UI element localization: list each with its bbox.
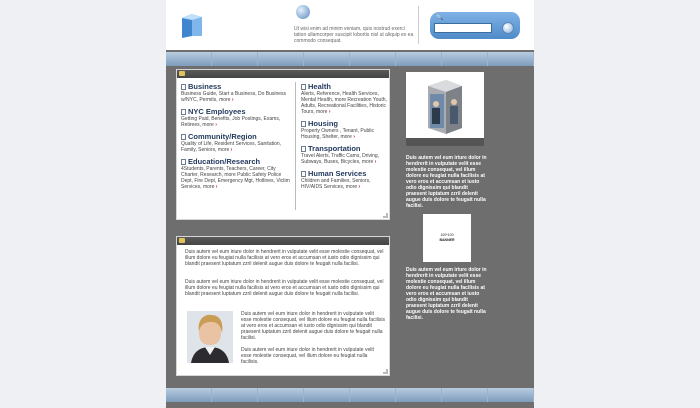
folder-icon	[179, 238, 185, 243]
more-link[interactable]: more	[202, 184, 215, 190]
category-employees	[181, 107, 293, 128]
nav-item[interactable]	[488, 52, 534, 66]
category-links[interactable]: 4Students, Parents, Teachers, Career, City Charter, Research, more Public Safety Police Dept, Fire Dept, Emergency Mgt, Hotlines, Victim Services,	[181, 166, 290, 190]
category-links[interactable]: Children and Families, Seniors, HIV/AIDS Services,	[301, 178, 371, 190]
panel-header-bar	[177, 237, 389, 245]
panel-header-bar	[177, 70, 389, 78]
folder-icon	[179, 71, 185, 76]
category-title-link[interactable]	[181, 157, 293, 166]
search-input[interactable]	[434, 23, 492, 33]
category-description	[301, 178, 387, 190]
arrow-icon: ›	[215, 122, 217, 128]
category-title[interactable]: Health	[308, 82, 331, 91]
category-title-link[interactable]	[301, 119, 387, 128]
category-title-link[interactable]	[181, 107, 293, 116]
search-box	[430, 12, 520, 39]
category-transportation	[301, 144, 387, 165]
nav-item[interactable]	[304, 52, 350, 66]
more-link[interactable]: more	[340, 134, 352, 140]
more-link[interactable]: more	[217, 147, 230, 153]
category-title[interactable]: Business	[188, 82, 222, 91]
category-title[interactable]: Transportation	[308, 144, 361, 153]
page-container	[166, 0, 534, 408]
category-title[interactable]: Human Services	[308, 169, 367, 178]
nav-item[interactable]	[304, 388, 350, 402]
category-health	[301, 82, 387, 115]
article-panel	[176, 236, 390, 376]
globe-icon	[296, 5, 310, 19]
arrow-icon: ›	[374, 159, 377, 165]
category-community	[181, 132, 293, 153]
nav-item[interactable]	[396, 52, 442, 66]
document-icon	[181, 159, 186, 165]
nav-item[interactable]	[166, 52, 212, 66]
resize-corner-icon	[383, 369, 388, 374]
category-business	[181, 82, 293, 103]
category-housing	[301, 119, 387, 140]
more-link[interactable]: more	[361, 159, 374, 165]
category-links[interactable]: Quality of Life, Resident Services, Sanitation, Family, Seniors,	[181, 141, 282, 153]
category-title[interactable]: Education/Research	[188, 157, 261, 166]
arrow-icon: ›	[215, 184, 218, 190]
category-description	[181, 166, 293, 190]
more-link[interactable]: more	[345, 184, 358, 190]
category-title[interactable]: NYC Employees	[188, 107, 246, 116]
nav-item[interactable]	[258, 52, 304, 66]
banner-size-label: 100*100	[440, 233, 454, 237]
server-image	[406, 72, 484, 138]
article-paragraph: Duis autem vel eum iriure dolor in hendrerit in vulputate velit esse molestie consequat, vel illum dolore eu feugiat nulla facilisis.	[241, 347, 374, 365]
category-education	[181, 157, 293, 190]
sidebar-text: Duis autem vel eum iriure dolor in hendrerit in vulputate velit esse molestie consequat, vel illum dolore eu feugiat nulla facilisis at vero eros et accumsan et iusto odio dignissim qui blandit praesent luptatum zzril delenit augue duis dolore te feugait nulla facilisi.	[406, 155, 487, 209]
nav-item[interactable]	[212, 52, 258, 66]
category-description	[301, 153, 387, 165]
category-links[interactable]: Getting Paid, Benefits, Job Postings, Exams, Retirees,	[181, 116, 281, 128]
arrow-icon: ›	[358, 184, 361, 190]
top-navbar	[166, 52, 534, 66]
nav-item[interactable]	[396, 388, 442, 402]
nav-item[interactable]	[350, 52, 396, 66]
nav-item[interactable]	[258, 388, 304, 402]
category-description	[301, 128, 387, 140]
category-title-link[interactable]	[301, 169, 387, 178]
category-links[interactable]: Alerts, Reference, Health Services, Mental Health, more Recreation Youth, Adults, Recreational Facilities, Historic Tours,	[301, 91, 387, 115]
document-icon	[181, 84, 186, 90]
image-caption-bar	[406, 138, 484, 146]
header-divider	[418, 6, 419, 44]
category-description	[301, 91, 387, 115]
category-links[interactable]: Property Owners , Tenant, Public Housing, Shelter,	[301, 128, 374, 140]
category-links[interactable]: Travel Alerts, Traffic Cams, Driving, Subways, Buses, Bicycles,	[301, 153, 380, 165]
more-link[interactable]: more	[219, 97, 231, 103]
more-link[interactable]: more	[202, 122, 214, 128]
category-title[interactable]: Community/Region	[188, 132, 257, 141]
arrow-icon: ›	[231, 97, 234, 103]
nav-item[interactable]	[166, 388, 212, 402]
nav-item[interactable]	[442, 52, 488, 66]
category-description	[181, 116, 293, 128]
category-description	[181, 141, 293, 153]
services-left-column	[181, 82, 293, 194]
document-icon	[301, 84, 306, 90]
logo-cube-icon[interactable]	[178, 10, 204, 40]
nav-item[interactable]	[488, 388, 534, 402]
arrow-icon: ›	[230, 147, 233, 153]
category-title-link[interactable]	[181, 82, 293, 91]
document-icon	[301, 121, 306, 127]
services-panel	[176, 69, 390, 220]
banner-ad[interactable]	[423, 214, 471, 262]
resize-corner-icon	[383, 213, 388, 218]
category-title-link[interactable]	[301, 82, 387, 91]
sidebar-text: Duis autem vel eum iriure dolor in hendrerit in vulputate velit esse molestie consequat, vel illum dolore eu feugiat nulla facilisis at vero eros et accumsan et iusto odio dignissim qui blandit praesent luptatum zzril delenit augue duis dolore te feugait nulla facilisi.	[406, 267, 487, 321]
banner-label: BANNER	[439, 238, 455, 242]
nav-item[interactable]	[350, 388, 396, 402]
header	[166, 0, 534, 50]
document-icon	[181, 109, 186, 115]
header-tagline: Ut wisi enim ad minim veniam, quis nostrud exerci tation ullamcorper suscipit lobortis nisl ut aliquip ex ea commodo consequat.	[294, 26, 414, 44]
article-paragraph: Duis autem vel eum iriure dolor in hendrerit in vulputate velit esse molestie consequat, vel illum dolore eu feugiat nulla facilisis at vero eros et accumsan et iusto odio dignissim qui blandit praesent luptatum zzril delenit augue duis dolore te feugait nulla facilisi.	[185, 279, 384, 297]
category-description	[181, 91, 293, 103]
category-human-services	[301, 169, 387, 190]
article-paragraph: Duis autem vel eum iriure dolor in hendrerit in vulputate velit esse molestie consequat, vel illum dolore eu feugiat nulla facilisis at vero eros et accumsan et iusto odio dignissim qui blandit praesent luptatum zzril delenit augue duis dolore te feugait nulla facilisi.	[185, 249, 384, 267]
category-title[interactable]: Housing	[308, 119, 338, 128]
arrow-icon: ›	[353, 134, 355, 140]
article-paragraph: Duis autem vel eum iriure dolor in hendrerit in vulputate velit esse molestie consequat, vel illum dolore eu feugiat nulla facilisis at vero eros et accumsan et iusto odio dignissim qui blandit praesent luptatum zzril delenit augue duis dolore te feugait nulla facilisi.	[241, 311, 385, 341]
category-title-link[interactable]	[181, 132, 293, 141]
nav-item[interactable]	[442, 388, 488, 402]
portrait-image	[187, 311, 233, 363]
search-icon: 🔍	[436, 15, 444, 21]
document-icon	[181, 134, 186, 140]
document-icon	[301, 171, 306, 177]
category-title-link[interactable]	[301, 144, 387, 153]
category-links[interactable]: Business Guide, Start a Business, Do Business w/NYC, Permits,	[181, 91, 287, 103]
bottom-navbar	[166, 388, 534, 402]
column-divider	[295, 82, 296, 210]
more-link[interactable]: more	[316, 109, 328, 115]
search-go-button[interactable]	[502, 22, 514, 34]
arrow-icon: ›	[328, 109, 331, 115]
document-icon	[301, 146, 306, 152]
nav-item[interactable]	[212, 388, 258, 402]
services-right-column	[301, 82, 387, 194]
